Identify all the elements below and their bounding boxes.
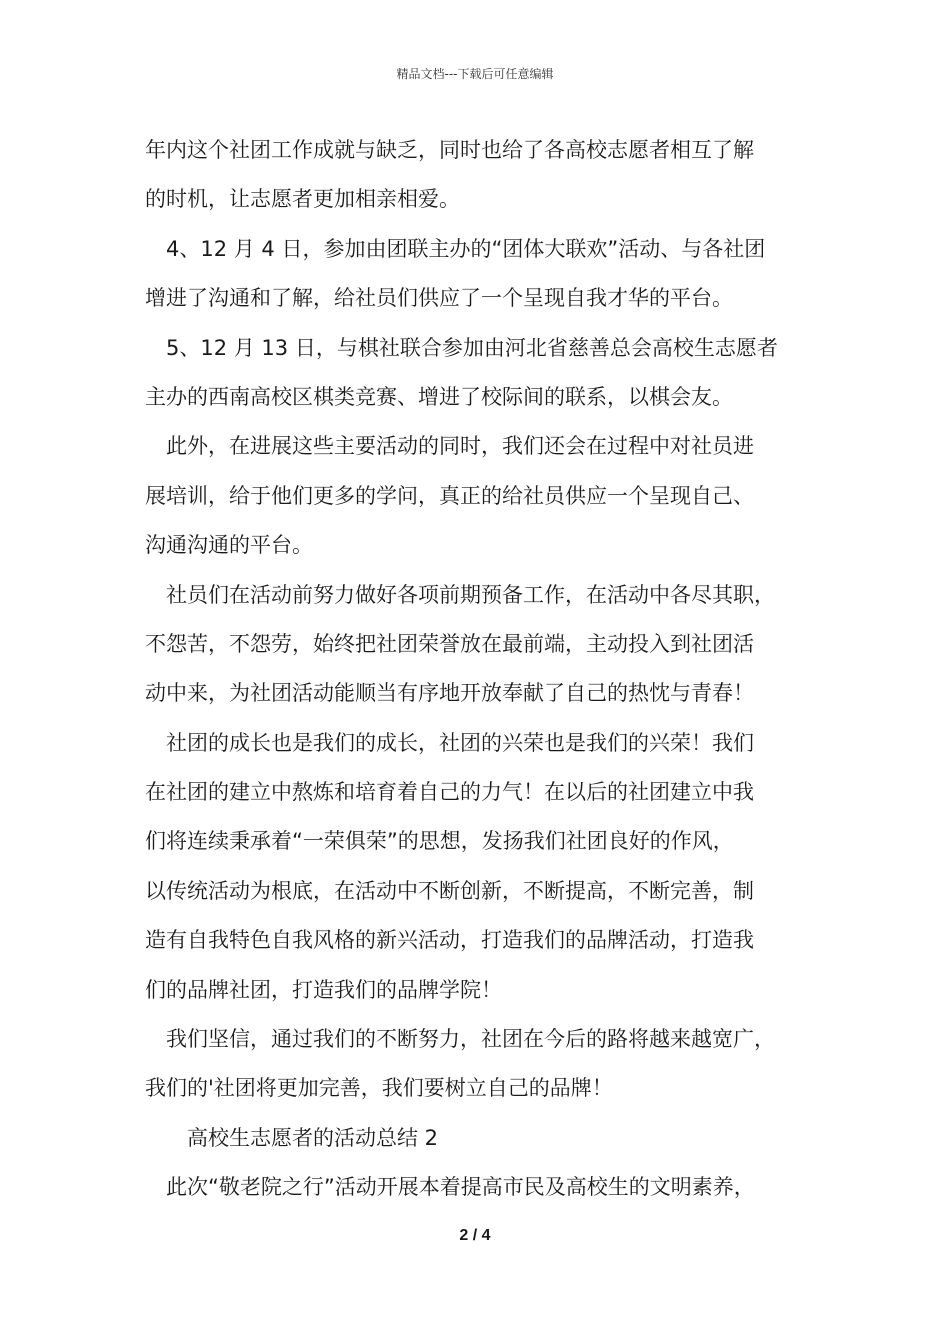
text-line: 此次“敬老院之行”活动开展本着提高市民及高校生的文明素养，: [166, 1175, 755, 1200]
text-line: 沟通沟通的平台。: [145, 533, 313, 558]
text-line: 增进了沟通和了解，给社员们供应了一个呈现自我才华的平台。: [145, 286, 733, 311]
text-line: 社团的成长也是我们的成长，社团的兴荣也是我们的兴荣！我们: [166, 730, 754, 755]
text-line: 以传统活动为根底，在活动中不断创新，不断提高，不断完善，制: [145, 878, 754, 903]
header-note: 精品文档---下载后可任意编辑: [396, 67, 554, 81]
text-line: 们将连续秉承着“一荣俱荣”的思想，发扬我们社团良好的作风，: [145, 829, 734, 854]
text-line: 我们的'社团将更加完善，我们要树立自己的品牌！: [145, 1076, 613, 1101]
text-line: 在社团的建立中熬炼和培育着自己的力气！在以后的社团建立中我: [145, 780, 754, 805]
text-line: 不怨苦，不怨劳，始终把社团荣誉放在最前端，主动投入到社团活: [145, 631, 754, 656]
text-line: 们的品牌社团，打造我们的品牌学院！: [145, 977, 502, 1002]
text-line: 此外，在进展这些主要活动的同时，我们还会在过程中对社员进: [166, 434, 754, 459]
section-heading: 高校生志愿者的活动总结 2: [187, 1125, 439, 1150]
text-line: 年内这个社团工作成就与缺乏，同时也给了各高校志愿者相互了解: [145, 138, 754, 162]
text-line: 主办的西南高校区棋类竞赛、增进了校际间的联系，以棋会友。: [145, 384, 733, 409]
document-body: [145, 126, 825, 1213]
text-line: 造有自我特色自我风格的新兴活动，打造我们的品牌活动，打造我: [145, 928, 754, 953]
text-line: 动中来，为社团活动能顺当有序地开放奉献了自己的热忱与青春！: [145, 681, 754, 706]
text-line: 社员们在活动前努力做好各项前期预备工作，在活动中各尽其职，: [166, 582, 775, 607]
text-line: 展培训，给于他们更多的学问，真正的给社员供应一个呈现自己、: [145, 483, 754, 508]
text-line: 5、12 月 13 日，与棋社联合参加由河北省慈善总会高校生志愿者: [166, 335, 778, 360]
text-line: 的时机，让志愿者更加相亲相爱。: [145, 187, 460, 212]
text-line: 4、12 月 4 日，参加由团联主办的“团体大联欢”活动、与各社团: [166, 236, 766, 261]
text-line: 我们坚信，通过我们的不断努力，社团在今后的路将越来越宽广，: [166, 1027, 775, 1052]
page-number: 2 / 4: [459, 1227, 491, 1244]
